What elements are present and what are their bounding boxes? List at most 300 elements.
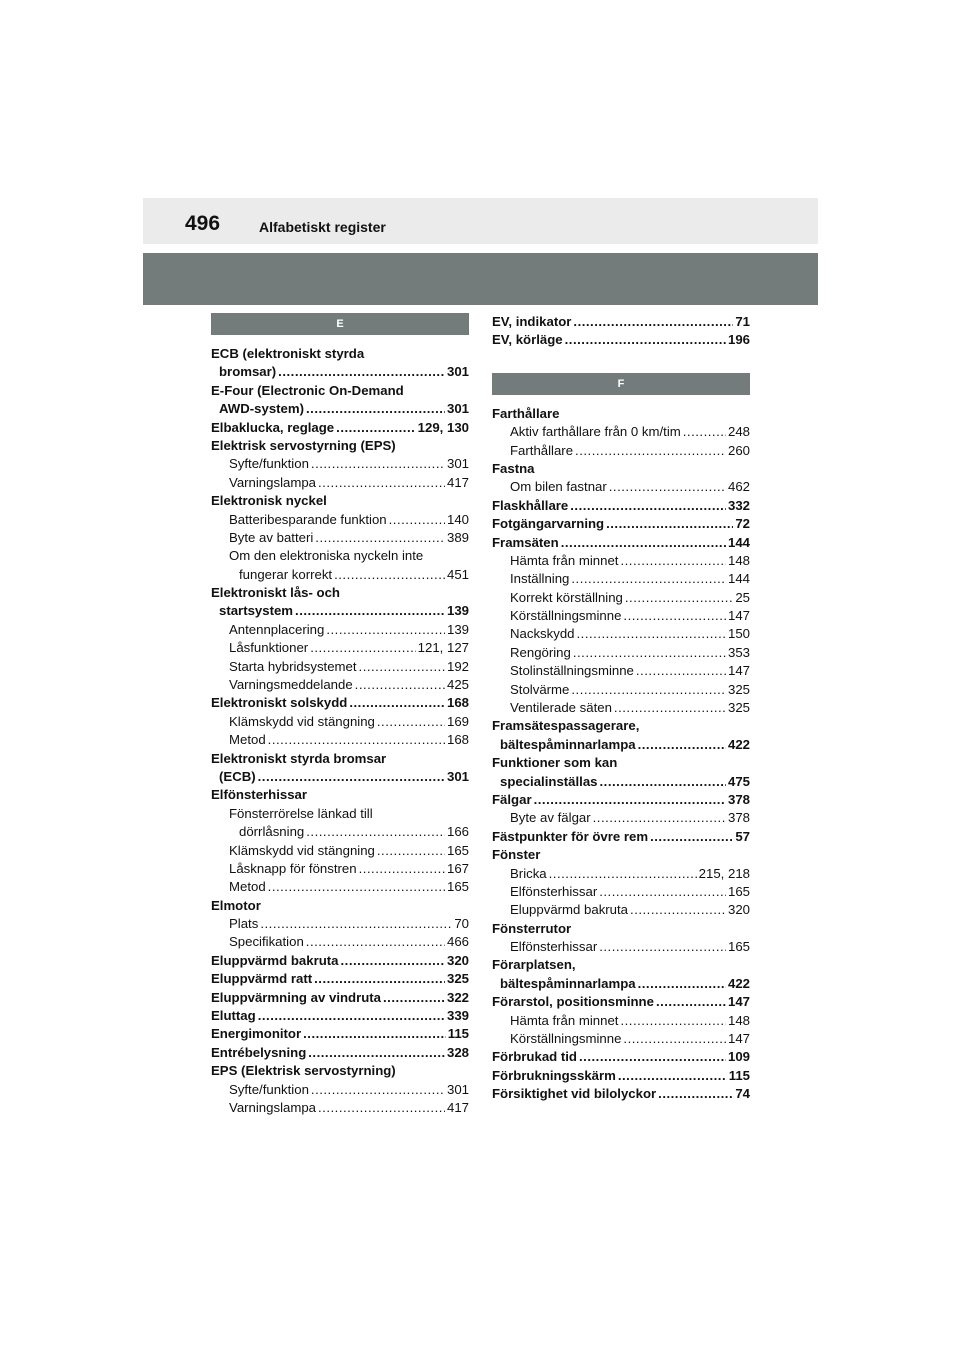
index-entry-page: 71 <box>735 313 750 329</box>
dot-leader <box>658 1085 733 1103</box>
index-entry-text: Eluppvärmning av vindruta <box>211 989 382 1005</box>
index-entry <box>492 681 750 699</box>
section-title: Alfabetiskt register <box>259 219 386 235</box>
dot-leader <box>630 901 726 919</box>
index-entry-text: Fönsterrutor <box>492 920 572 936</box>
index-entry-page: 378 <box>727 810 750 826</box>
index-entry-page: 422 <box>727 975 750 991</box>
index-entry-page: 72 <box>735 516 750 532</box>
index-entry-text: Elektronisk nyckel <box>211 493 327 509</box>
dot-leader <box>311 455 445 473</box>
dot-leader <box>620 1012 726 1030</box>
dot-leader <box>571 681 726 699</box>
index-entry-heading <box>211 897 469 915</box>
dot-leader <box>318 1099 445 1117</box>
index-entry-page: 325 <box>727 700 750 716</box>
index-entry <box>492 938 750 956</box>
index-entry-page: 462 <box>727 479 750 495</box>
index-entry <box>492 809 750 827</box>
index-entry-page: 451 <box>446 566 469 582</box>
dot-leader <box>314 970 445 988</box>
index-entry <box>492 607 750 625</box>
index-entry <box>211 1099 469 1117</box>
dot-leader <box>573 644 726 662</box>
index-entry-heading <box>211 1062 469 1080</box>
index-entry-text: Låsknapp för fönstren <box>229 860 357 876</box>
index-entry-page: 74 <box>735 1086 750 1102</box>
index-entry-text: Om den elektroniska nyckeln inte <box>229 548 424 564</box>
index-entry-page: 389 <box>446 529 469 545</box>
index-entry <box>492 625 750 643</box>
index-entry <box>492 662 750 680</box>
index-entry-text: bromsar) <box>219 364 277 380</box>
index-entry-text: Metod <box>229 879 266 895</box>
index-entry-text: Klämskydd vid stängning <box>229 842 375 858</box>
index-entry-text: Syfte/funktion <box>229 456 309 472</box>
dot-leader <box>561 534 726 552</box>
index-entry <box>492 478 750 496</box>
index-entry-heading <box>492 754 750 772</box>
index-entry <box>492 331 750 349</box>
dot-leader <box>573 313 733 331</box>
index-entry-page: 165 <box>727 939 750 955</box>
index-entry-page: 115 <box>728 1067 750 1083</box>
index-entry-page: 325 <box>446 971 469 987</box>
index-entry-heading <box>211 547 469 565</box>
index-entry-text: Fästpunkter för övre rem <box>492 828 649 844</box>
index-entry <box>492 515 750 533</box>
dot-leader <box>315 529 445 547</box>
dot-leader <box>599 938 726 956</box>
dot-leader <box>534 791 726 809</box>
index-entry-text: Energimonitor <box>211 1026 302 1042</box>
index-entry-page: 168 <box>446 695 469 711</box>
index-entry <box>211 694 469 712</box>
index-entry-page: 144 <box>727 534 750 550</box>
index-entry-text: Entrébelysning <box>211 1044 307 1060</box>
index-entry <box>492 993 750 1011</box>
dot-leader <box>383 989 445 1007</box>
index-entry-text: Fotgängarvarning <box>492 516 605 532</box>
index-entry-page: 147 <box>727 1031 750 1047</box>
index-entry-page: 325 <box>727 681 750 697</box>
index-entry-text: EPS (Elektrisk servostyrning) <box>211 1063 396 1079</box>
index-entry-heading <box>211 750 469 768</box>
dot-leader <box>599 883 726 901</box>
index-entry-text: Fönster <box>492 847 541 863</box>
index-entry <box>211 731 469 749</box>
index-entry-page: 475 <box>727 773 750 789</box>
index-entry <box>211 474 469 492</box>
dot-leader <box>683 423 726 441</box>
index-entry <box>492 497 750 515</box>
index-entry-heading <box>211 805 469 823</box>
index-entry-text: Hämta från minnet <box>510 1012 619 1028</box>
index-entry-page: 139 <box>446 621 469 637</box>
index-entry-heading <box>211 437 469 455</box>
index-entry-text: bältespåminnarlampa <box>500 975 636 991</box>
index-entry-text: Batteribesparande funktion <box>229 511 387 527</box>
index-entry-text: Aktiv farthållare från 0 km/tim <box>510 424 681 440</box>
dot-leader <box>620 552 726 570</box>
index-entry-page: 425 <box>446 677 469 693</box>
index-entry <box>211 363 469 381</box>
index-entry-page: 148 <box>727 1012 750 1028</box>
index-entry-page: 166 <box>446 824 469 840</box>
index-entry-text: Framsätespassagerare, <box>492 718 640 734</box>
index-entry-page: 167 <box>446 860 469 876</box>
index-entry <box>492 828 750 846</box>
index-entry-page: 169 <box>446 713 469 729</box>
index-entry <box>211 713 469 731</box>
index-entry-page: 196 <box>727 332 750 348</box>
index-entry-page: 25 <box>735 589 750 605</box>
index-entry <box>492 423 750 441</box>
index-entry-page: 422 <box>727 736 750 752</box>
index-entries-right <box>492 405 750 1104</box>
index-entry <box>211 970 469 988</box>
dot-leader <box>306 823 445 841</box>
dot-leader <box>278 363 445 381</box>
dot-leader <box>318 474 445 492</box>
index-entry-page: 121, 127 <box>417 640 469 656</box>
index-entry <box>211 1025 469 1043</box>
index-entry-text: Elfönsterhissar <box>510 939 598 955</box>
index-entry-text: Framsäten <box>492 534 559 550</box>
index-entry-text: specialinställas <box>500 773 598 789</box>
index-entry-text: Eluppvärmd bakruta <box>510 902 629 918</box>
index-entry-text: Starta hybridsystemet <box>229 658 357 674</box>
index-entry-heading <box>492 405 750 423</box>
index-entry-page: 248 <box>727 424 750 440</box>
dot-leader <box>575 442 726 460</box>
index-entry-page: 332 <box>727 497 750 513</box>
dot-leader <box>260 915 452 933</box>
index-entry-text: Förbrukningsskärm <box>492 1067 616 1083</box>
dot-leader <box>355 676 445 694</box>
index-entry <box>492 644 750 662</box>
index-entry <box>211 658 469 676</box>
index-entry-text: Eluppvärmd ratt <box>211 971 313 987</box>
index-entry-heading <box>492 920 750 938</box>
index-entry-page: 466 <box>446 934 469 950</box>
index-entry-text: Klämskydd vid stängning <box>229 713 375 729</box>
dot-leader <box>577 625 726 643</box>
index-entry-text: EV, indikator <box>492 313 572 329</box>
index-entry <box>211 768 469 786</box>
index-entry <box>492 442 750 460</box>
index-entry <box>492 699 750 717</box>
index-entry-text: Elektrisk servostyrning (EPS) <box>211 437 396 453</box>
index-entry-page: 147 <box>727 608 750 624</box>
index-entry-page: 150 <box>727 626 750 642</box>
index-entry-page: 129, 130 <box>417 419 469 435</box>
index-entry <box>492 791 750 809</box>
dot-leader <box>614 699 726 717</box>
index-entry-text: Elmotor <box>211 897 261 913</box>
dot-leader <box>268 731 445 749</box>
index-entry <box>211 419 469 437</box>
index-entry-heading <box>492 846 750 864</box>
dot-leader <box>570 497 726 515</box>
dot-leader <box>618 1067 727 1085</box>
index-entry <box>492 589 750 607</box>
index-entry-heading <box>492 460 750 478</box>
index-entry-page: 165 <box>727 883 750 899</box>
index-entry-text: Stolvärme <box>510 681 570 697</box>
index-entry-heading <box>492 957 750 975</box>
index-entry <box>211 989 469 1007</box>
index-entry-text: Stolinställningsminne <box>510 663 634 679</box>
dot-leader <box>268 878 445 896</box>
dot-leader <box>571 570 726 588</box>
index-entry-text: Elbaklucka, reglage <box>211 419 335 435</box>
index-entry-page: 115 <box>447 1026 469 1042</box>
dot-leader <box>579 1048 726 1066</box>
index-entry-text: Förarplatsen, <box>492 957 576 973</box>
index-entry-text: ECB (elektroniskt styrda <box>211 345 365 361</box>
index-entry-text: Elektroniskt solskydd <box>211 695 348 711</box>
index-entry-page: 192 <box>446 658 469 674</box>
index-entry <box>492 883 750 901</box>
index-entry-page: 320 <box>727 902 750 918</box>
index-entry-page: 148 <box>727 552 750 568</box>
dot-leader <box>377 842 445 860</box>
index-column-right <box>492 313 750 1104</box>
dot-leader <box>359 658 445 676</box>
dot-leader <box>609 478 726 496</box>
index-entry-text: dörrlåsning <box>239 824 305 840</box>
dot-leader <box>656 993 726 1011</box>
index-entry <box>211 602 469 620</box>
index-entry-text: Flaskhållare <box>492 497 569 513</box>
index-entry <box>211 566 469 584</box>
index-entry-heading <box>492 717 750 735</box>
index-entry-text: Korrekt körställning <box>510 589 623 605</box>
index-entry <box>211 878 469 896</box>
index-entry <box>211 400 469 418</box>
index-entry-text: Varningsmeddelande <box>229 677 353 693</box>
index-entry-text: Om bilen fastnar <box>510 479 607 495</box>
index-entry-text: Byte av batteri <box>229 529 314 545</box>
index-entry-text: Antennplacering <box>229 621 325 637</box>
index-entry-text: Varningslampa <box>229 1100 316 1115</box>
index-entry-text: Elfönsterhissar <box>510 883 598 899</box>
index-entry-text: EV, körläge <box>492 332 563 348</box>
dot-leader <box>650 828 733 846</box>
index-entry-page: 140 <box>446 511 469 527</box>
index-entry-text: AWD-system) <box>219 401 305 417</box>
index-entry-page: 301 <box>446 1081 469 1097</box>
dot-leader <box>638 975 726 993</box>
index-entry-text: Inställning <box>510 571 570 587</box>
index-entry-text: Låsfunktioner <box>229 640 309 656</box>
index-entry-text: Varningslampa <box>229 474 316 490</box>
index-entry-text: E-Four (Electronic On-Demand <box>211 382 404 398</box>
dot-leader <box>334 566 445 584</box>
index-entry-page: 301 <box>446 401 469 417</box>
index-entry <box>492 1067 750 1085</box>
index-entry-page: 109 <box>727 1049 750 1065</box>
index-entry-page: 165 <box>446 842 469 858</box>
index-entry-page: 70 <box>454 916 469 932</box>
index-entry <box>492 975 750 993</box>
index-entry-text: (ECB) <box>219 768 256 784</box>
index-entry-text: Fönsterrörelse länkad till <box>229 805 373 821</box>
index-entry-page: 301 <box>446 364 469 380</box>
index-column-left <box>211 313 469 1117</box>
index-entry <box>492 773 750 791</box>
index-entry-text: Körställningsminne <box>510 1031 622 1047</box>
index-entry-text: Funktioner som kan <box>492 755 618 771</box>
index-entry <box>211 842 469 860</box>
dot-leader <box>549 865 697 883</box>
index-entry-text: Elfönsterhissar <box>211 787 308 803</box>
dot-leader <box>326 621 445 639</box>
dot-leader <box>258 768 445 786</box>
dot-leader <box>565 331 726 349</box>
dot-leader <box>311 1081 445 1099</box>
index-entry-text: Metod <box>229 732 266 748</box>
index-entry-text: Farthållare <box>510 442 574 458</box>
index-entry-text: bältespåminnarlampa <box>500 736 636 752</box>
index-entry <box>211 915 469 933</box>
header-dark-band <box>143 253 818 305</box>
index-entry-page: 165 <box>446 879 469 895</box>
dot-leader <box>341 952 445 970</box>
index-entry-page: 144 <box>727 571 750 587</box>
index-entry <box>211 1044 469 1062</box>
index-entry <box>492 313 750 331</box>
dot-leader <box>258 1007 445 1025</box>
index-entry-text: Plats <box>229 916 259 932</box>
index-entry-text: Byte av fälgar <box>510 810 591 826</box>
dot-leader <box>295 602 445 620</box>
header-band <box>143 198 818 244</box>
index-entry-text: Elektroniskt styrda bromsar <box>211 750 387 766</box>
index-entry-text: Specifikation <box>229 934 304 950</box>
dot-leader <box>638 736 726 754</box>
index-entry-heading <box>211 492 469 510</box>
index-entry-text: Körställningsminne <box>510 608 622 624</box>
index-entry-page: 168 <box>446 732 469 748</box>
index-entry-page: 57 <box>735 828 750 844</box>
dot-leader <box>306 933 445 951</box>
index-entry <box>211 621 469 639</box>
index-entry <box>492 1030 750 1048</box>
dot-leader <box>623 607 726 625</box>
index-entry-heading <box>211 584 469 602</box>
index-entry-page: 215, 218 <box>698 865 750 881</box>
index-entries-right-top <box>492 313 750 350</box>
page-number: 496 <box>185 212 221 235</box>
index-entry-text: Farthållare <box>492 405 560 421</box>
dot-leader <box>336 419 416 437</box>
index-entry-page: 353 <box>727 644 750 660</box>
index-entry-page: 417 <box>446 1100 469 1115</box>
index-entry-text: Hämta från minnet <box>510 552 619 568</box>
index-entry-text: Nackskydd <box>510 626 575 642</box>
dot-leader <box>606 515 733 533</box>
index-entry-page: 260 <box>727 442 750 458</box>
letter-heading-e: E <box>211 313 469 335</box>
index-entry-text: Bricka <box>510 865 547 881</box>
index-entry-text: Rengöring <box>510 644 571 660</box>
index-entry <box>492 1012 750 1030</box>
dot-leader <box>389 511 445 529</box>
index-entry-text: Ventilerade säten <box>510 700 612 716</box>
index-entry-text: startsystem <box>219 603 294 619</box>
index-entry-page: 417 <box>446 474 469 490</box>
dot-leader <box>359 860 445 878</box>
index-entry <box>211 1081 469 1099</box>
index-entry <box>492 865 750 883</box>
dot-leader <box>308 1044 445 1062</box>
index-entry <box>211 529 469 547</box>
index-entry-heading <box>211 786 469 804</box>
dot-leader <box>600 773 726 791</box>
index-entry-text: Elektroniskt lås- och <box>211 585 340 601</box>
index-entry <box>211 455 469 473</box>
index-entry-page: 139 <box>446 603 469 619</box>
dot-leader <box>593 809 726 827</box>
index-entry-page: 378 <box>727 791 750 807</box>
index-entry-page: 301 <box>446 456 469 472</box>
index-entry-page: 147 <box>727 994 750 1010</box>
letter-heading-f: F <box>492 373 750 395</box>
index-entry-text: Försiktighet vid bilolyckor <box>492 1086 657 1102</box>
dot-leader <box>303 1025 446 1043</box>
index-entry <box>211 676 469 694</box>
index-entry <box>492 534 750 552</box>
index-entry-page: 322 <box>446 989 469 1005</box>
index-entry <box>211 639 469 657</box>
index-entry-text: Förarstol, positionsminne <box>492 994 654 1010</box>
dot-leader <box>306 400 445 418</box>
index-entry-page: 320 <box>446 952 469 968</box>
index-entry <box>492 901 750 919</box>
index-entry <box>211 952 469 970</box>
index-entry-page: 339 <box>446 1008 469 1024</box>
index-entry-text: Syfte/funktion <box>229 1081 309 1097</box>
dot-leader <box>636 662 726 680</box>
index-entry-page: 328 <box>446 1044 469 1060</box>
index-entry <box>492 736 750 754</box>
index-entry-text: fungerar korrekt <box>239 566 333 582</box>
index-entry <box>492 1085 750 1103</box>
index-entry <box>211 860 469 878</box>
dot-leader <box>623 1030 726 1048</box>
dot-leader <box>625 589 733 607</box>
index-entries-left <box>211 345 469 1117</box>
index-entry <box>211 511 469 529</box>
index-entry-text: Fälgar <box>492 791 532 807</box>
index-entry <box>211 934 469 952</box>
index-entry-text: Eluppvärmd bakruta <box>211 952 339 968</box>
index-entry-heading <box>211 382 469 400</box>
index-entry <box>492 552 750 570</box>
index-entry <box>211 823 469 841</box>
index-entry <box>492 570 750 588</box>
index-entry <box>211 1007 469 1025</box>
index-entry-text: Fastna <box>492 460 535 476</box>
dot-leader <box>310 639 415 657</box>
index-entry-text: Förbrukad tid <box>492 1049 577 1065</box>
index-entry <box>492 1048 750 1066</box>
index-entry-heading <box>211 345 469 363</box>
index-entry-text: Eluttag <box>211 1008 256 1024</box>
index-entry-page: 301 <box>446 768 469 784</box>
